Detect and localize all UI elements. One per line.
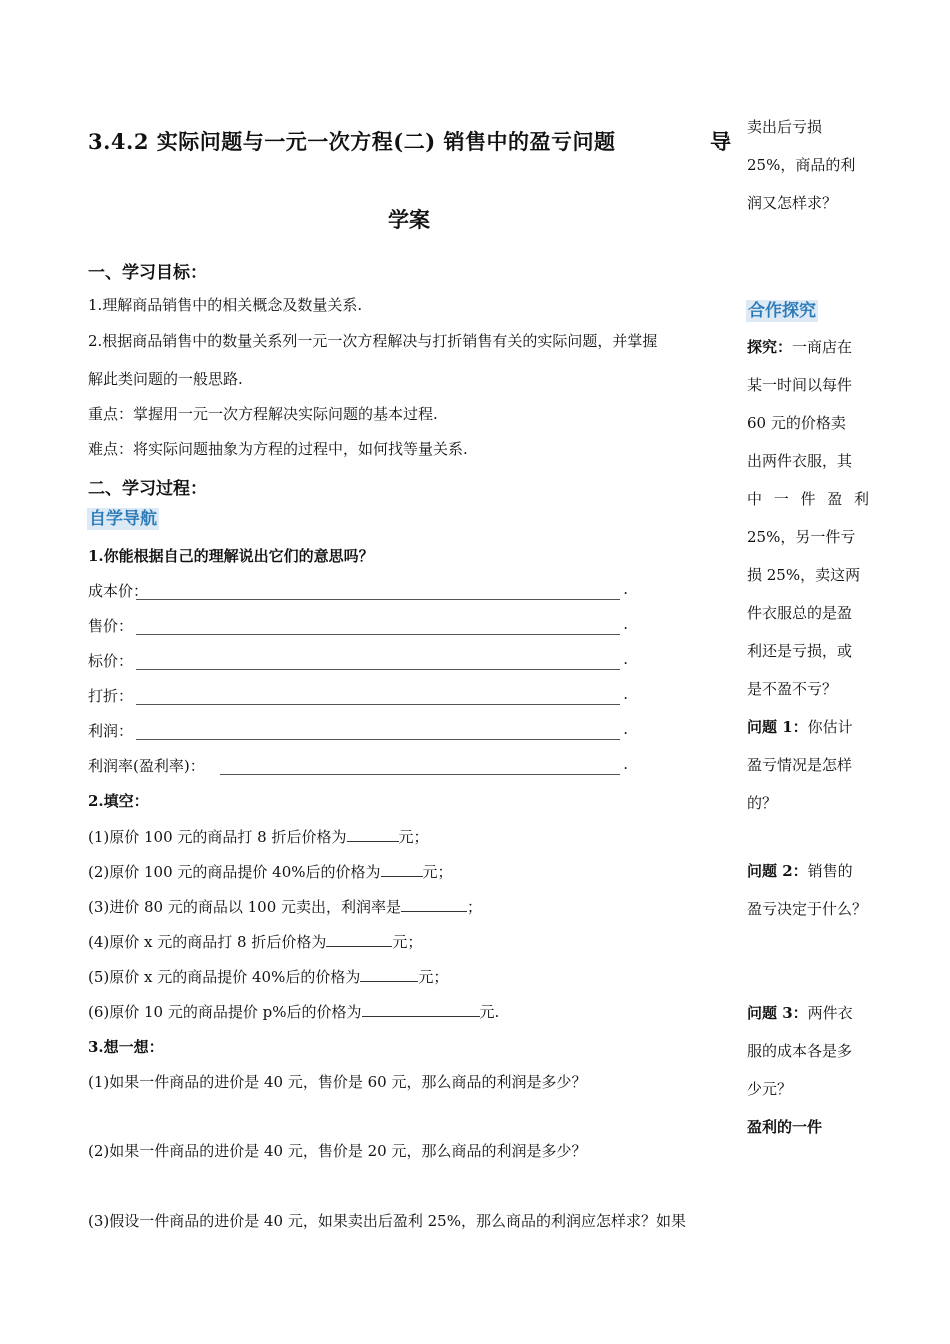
blank-text: (2)原价 100 元的商品提价 40%后的价格为 bbox=[88, 863, 381, 881]
think-3: (3)假设一件商品的进价是 40 元，如果卖出后盈利 25%，那么商品的利润应怎样求？如果 bbox=[88, 1212, 686, 1230]
explore-line: 利还是亏损，或 bbox=[747, 642, 853, 660]
right-column-continuation bbox=[747, 108, 869, 222]
blank-item-1 bbox=[88, 826, 429, 847]
section1-heading: 一、学习目标： bbox=[88, 263, 207, 283]
fill-period: . bbox=[623, 580, 628, 598]
fill-period: . bbox=[623, 685, 628, 703]
goal-2-line1: 2.根据商品销售中的数量关系列一元一次方程解决与打折销售有关的实际问题，并掌握 bbox=[88, 332, 658, 350]
section2-heading: 二、学习过程： bbox=[88, 479, 207, 499]
question-1: 1.你能根据自己的理解说出它们的意思吗？ bbox=[88, 547, 374, 565]
fill-label: 打折： bbox=[88, 687, 134, 705]
blank-item-5 bbox=[88, 966, 448, 987]
blank-text: (5)原价 x 元的商品提价 40%后的价格为 bbox=[88, 968, 361, 986]
explore-line bbox=[747, 328, 869, 366]
fill-row-sale[interactable] bbox=[88, 615, 628, 637]
think-2: (2)如果一件商品的进价是 40 元，售价是 20 元，那么商品的利润是多少？ bbox=[88, 1142, 587, 1160]
answer-blank[interactable] bbox=[362, 1002, 480, 1017]
fill-line[interactable] bbox=[136, 704, 620, 705]
fill-row-discount[interactable] bbox=[88, 685, 628, 707]
explore-line: 25%，另一件亏 bbox=[747, 528, 856, 546]
question-label: 问题 3： bbox=[747, 1004, 808, 1022]
question-line: 盈亏决定于什么？ bbox=[747, 900, 868, 918]
blank-suffix: 元. bbox=[479, 1003, 500, 1021]
fill-label: 利润率(盈利率)： bbox=[88, 757, 205, 775]
question-2: 2.填空： bbox=[88, 792, 149, 810]
fill-label: 售价： bbox=[88, 617, 134, 635]
blank-item-4 bbox=[88, 931, 422, 952]
cooperative-explore-tag: 合作探究 bbox=[748, 301, 816, 321]
goal-1: 1.理解商品销售中的相关概念及数量关系. bbox=[88, 296, 363, 314]
difficult-point: 难点：将实际问题抽象为方程的过程中，如何找等量关系. bbox=[88, 440, 468, 458]
question-2-block bbox=[747, 852, 869, 928]
fill-label: 成本价： bbox=[88, 582, 149, 600]
question-line: 少元？ bbox=[747, 1080, 793, 1098]
continuation-line: 润又怎样求？ bbox=[747, 194, 838, 212]
explore-line: 中 一 件 盈 利 bbox=[747, 490, 869, 508]
fill-line[interactable] bbox=[136, 739, 620, 740]
question-3-block bbox=[747, 994, 869, 1146]
question-text: 销售的 bbox=[807, 862, 853, 880]
goal-2-line2: 解此类问题的一般思路. bbox=[88, 370, 243, 388]
explore-line: 是不盈不亏？ bbox=[747, 680, 838, 698]
question-label: 问题 1： bbox=[747, 718, 808, 736]
explore-line: 60 元的价格卖 bbox=[747, 414, 846, 432]
fill-period: . bbox=[623, 755, 628, 773]
fill-label: 利润： bbox=[88, 722, 134, 740]
fill-row-profit-rate[interactable] bbox=[88, 755, 628, 777]
question-label: 问题 2： bbox=[747, 862, 808, 880]
blank-item-3 bbox=[88, 896, 482, 917]
question-line: 服的成本各是多 bbox=[747, 1042, 853, 1060]
blank-item-2 bbox=[88, 861, 453, 882]
fill-line[interactable] bbox=[136, 599, 620, 600]
blank-suffix: 元； bbox=[392, 933, 423, 951]
title-main: 3.4.2 实际问题与一元一次方程(二) 销售中的盈亏问题 bbox=[88, 129, 616, 154]
fill-row-marked[interactable] bbox=[88, 650, 628, 672]
explore-line: 损 25%，卖这两 bbox=[747, 566, 861, 584]
explore-block bbox=[747, 328, 869, 822]
page-title-line2: 学案 bbox=[388, 207, 430, 232]
question-text: 你估计 bbox=[807, 718, 853, 736]
blank-text: (4)原价 x 元的商品打 8 折后价格为 bbox=[88, 933, 327, 951]
explore-text: 一商店在 bbox=[792, 338, 853, 356]
blank-suffix: 元； bbox=[422, 863, 453, 881]
question-line: 盈亏情况是怎样 bbox=[747, 756, 853, 774]
answer-blank[interactable] bbox=[381, 862, 423, 877]
question-line bbox=[747, 994, 869, 1032]
question-line: 的？ bbox=[747, 794, 778, 812]
title-dao: 导 bbox=[710, 129, 732, 154]
answer-blank[interactable] bbox=[401, 897, 467, 912]
blank-suffix: ； bbox=[467, 898, 483, 916]
fill-row-cost[interactable] bbox=[88, 580, 628, 602]
question-3: 3.想一想： bbox=[88, 1038, 164, 1056]
fill-label: 标价： bbox=[88, 652, 134, 670]
fill-line[interactable] bbox=[136, 634, 620, 635]
explore-label: 探究： bbox=[747, 338, 793, 356]
blank-item-6 bbox=[88, 1001, 499, 1022]
answer-blank[interactable] bbox=[360, 967, 418, 982]
self-study-tag: 自学导航 bbox=[89, 509, 157, 529]
question-line bbox=[747, 852, 869, 890]
question-text: 两件衣 bbox=[807, 1004, 853, 1022]
page-title bbox=[88, 126, 738, 156]
blank-suffix: 元； bbox=[418, 968, 449, 986]
explore-line: 某一时间以每件 bbox=[747, 376, 853, 394]
blank-text: (1)原价 100 元的商品打 8 折后价格为 bbox=[88, 828, 347, 846]
answer-blank[interactable] bbox=[326, 932, 392, 947]
continuation-line: 卖出后亏损 bbox=[747, 118, 823, 136]
explore-line: 出两件衣服，其 bbox=[747, 452, 853, 470]
fill-line[interactable] bbox=[136, 669, 620, 670]
question-line bbox=[747, 708, 869, 746]
explore-line: 件衣服总的是盈 bbox=[747, 604, 853, 622]
continuation-line: 25%，商品的利 bbox=[747, 156, 856, 174]
blank-text: (6)原价 10 元的商品提价 p%后的价格为 bbox=[88, 1003, 362, 1021]
profit-item-label: 盈利的一件 bbox=[747, 1118, 823, 1136]
fill-line[interactable] bbox=[220, 774, 620, 775]
blank-text: (3)进价 80 元的商品以 100 元卖出，利润率是 bbox=[88, 898, 402, 916]
fill-period: . bbox=[623, 615, 628, 633]
fill-period: . bbox=[623, 720, 628, 738]
fill-period: . bbox=[623, 650, 628, 668]
key-point: 重点：掌握用一元一次方程解决实际问题的基本过程. bbox=[88, 405, 438, 423]
blank-suffix: 元； bbox=[398, 828, 429, 846]
answer-blank[interactable] bbox=[347, 827, 399, 842]
fill-row-profit[interactable] bbox=[88, 720, 628, 742]
think-1: (1)如果一件商品的进价是 40 元，售价是 60 元，那么商品的利润是多少？ bbox=[88, 1073, 587, 1091]
